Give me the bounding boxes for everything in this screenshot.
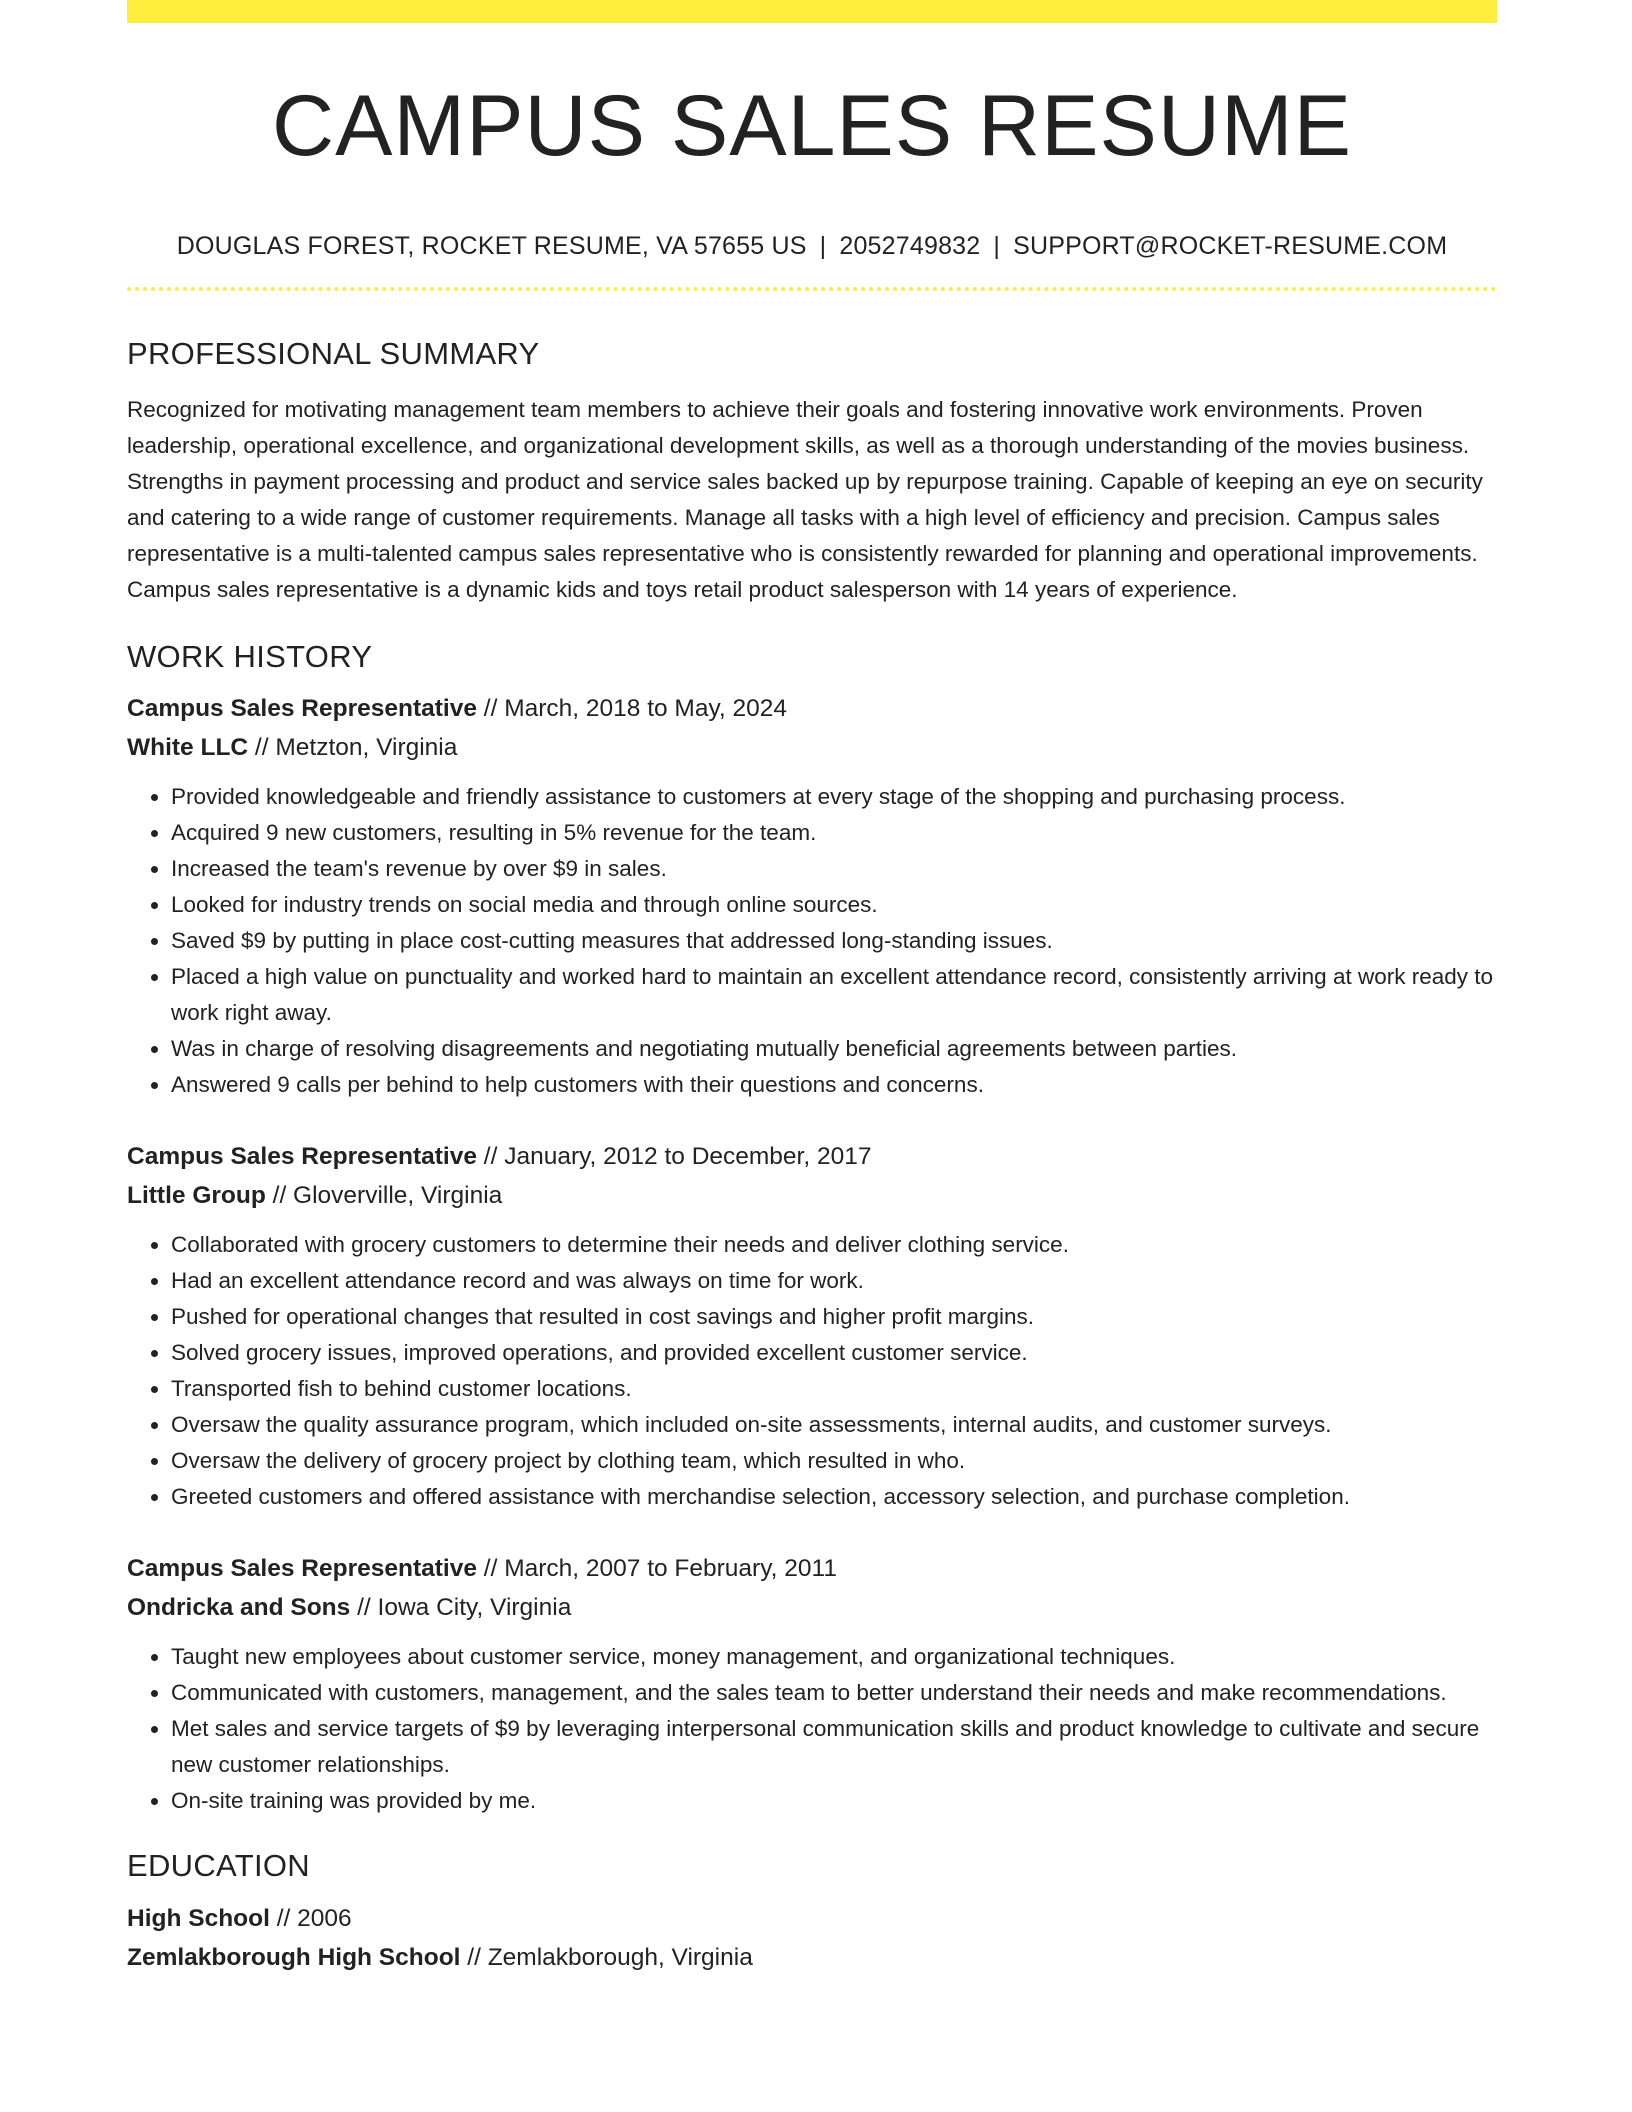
list-item: • Increased the team's revenue by over $9 in sales. <box>171 851 1497 887</box>
job-location: // Metzton, Virginia <box>248 734 458 762</box>
list-item: • Solved grocery issues, improved operations, and provided excellent customer service. <box>171 1335 1497 1371</box>
job-bullets <box>127 1227 1497 1515</box>
contact-separator: | <box>819 232 827 260</box>
education-degree: High School <box>127 1904 270 1932</box>
job-title-line <box>127 1137 1497 1176</box>
job-company: White LLC <box>127 734 249 762</box>
list-item: • Oversaw the quality assurance program, which included on-site assessments, internal audits, and customer surveys. <box>171 1407 1497 1443</box>
list-item: • On-site training was provided by me. <box>171 1783 1497 1819</box>
list-item: • Transported fish to behind customer locations. <box>171 1371 1497 1407</box>
list-item: • Met sales and service targets of $9 by leveraging interpersonal communication skills and product knowledge to cultivate and secure new customer relationships. <box>171 1711 1497 1783</box>
job-title: Campus Sales Representative <box>127 1555 477 1583</box>
list-item: • Answered 9 calls per behind to help customers with their questions and concerns. <box>171 1067 1497 1103</box>
list-item: • Pushed for operational changes that resulted in cost savings and higher profit margins. <box>171 1299 1497 1335</box>
work-history-heading: WORK HISTORY <box>127 639 373 675</box>
contact-phone: 2052749832 <box>839 232 981 260</box>
summary-heading: PROFESSIONAL SUMMARY <box>127 336 540 371</box>
list-item: • Had an excellent attendance record and was always on time for work. <box>171 1263 1497 1299</box>
job-entry <box>127 1137 1497 1515</box>
job-bullets <box>127 1639 1497 1819</box>
accent-top-bar <box>127 0 1497 23</box>
job-entry <box>127 689 1497 1103</box>
job-dates: // March, 2007 to February, 2011 <box>476 1555 837 1583</box>
job-company-line <box>127 1176 1497 1215</box>
job-title-line <box>127 689 1497 728</box>
education-year: // 2006 <box>269 1904 352 1932</box>
job-location: // Gloverville, Virginia <box>265 1182 503 1210</box>
education-degree-line <box>127 1899 1497 1938</box>
job-location: // Iowa City, Virginia <box>350 1594 572 1622</box>
job-company-line <box>127 1588 1497 1627</box>
contact-line <box>127 231 1497 261</box>
education-entry <box>127 1899 1497 1977</box>
job-title: Campus Sales Representative <box>127 695 477 723</box>
resume-page <box>127 0 1497 1977</box>
list-item: • Placed a high value on punctuality and worked hard to maintain an excellent attendance record, consistently arriving at work ready to work right away. <box>171 959 1497 1031</box>
education-school-line <box>127 1938 1497 1977</box>
education-location: // Zemlakborough, Virginia <box>460 1943 753 1971</box>
summary-text: Recognized for motivating management team members to achieve their goals and fostering innovative work environments. Proven leadership, operational excellence, and organizational development skills, as well as a thorough understanding of the movies business. Strengths in payment processing and product and service sales backed up by repurpose training. Capable of keeping an eye on security and catering to a wide range of customer requirements. Manage all tasks with a high level of efficiency and precision. Campus sales representative is a multi-talented campus sales representative who is consistently rewarded for planning and operational improvements. Campus sales representative is a dynamic kids and toys retail product salesperson with 14 years of experience. <box>127 397 1483 603</box>
list-item: • Communicated with customers, management, and the sales team to better understand their needs and make recommendations. <box>171 1675 1497 1711</box>
job-entry <box>127 1549 1497 1819</box>
list-item: • Saved $9 by putting in place cost-cutting measures that addressed long-standing issues. <box>171 923 1497 959</box>
list-item: • Collaborated with grocery customers to determine their needs and deliver clothing service. <box>171 1227 1497 1263</box>
job-company-line <box>127 728 1497 767</box>
education-school: Zemlakborough High School <box>127 1943 461 1971</box>
contact-email: SUPPORT@ROCKET-RESUME.COM <box>1013 232 1448 260</box>
list-item: • Looked for industry trends on social media and through online sources. <box>171 887 1497 923</box>
education-heading: EDUCATION <box>127 1848 310 1884</box>
job-bullets <box>127 779 1497 1103</box>
job-title: Campus Sales Representative <box>127 1143 477 1171</box>
job-title-line <box>127 1549 1497 1588</box>
list-item: • Acquired 9 new customers, resulting in 5% revenue for the team. <box>171 815 1497 851</box>
list-item: • Oversaw the delivery of grocery project by clothing team, which resulted in who. <box>171 1443 1497 1479</box>
resume-title: CAMPUS SALES RESUME <box>272 78 1352 174</box>
job-dates: // January, 2012 to December, 2017 <box>476 1143 872 1171</box>
contact-separator: | <box>993 232 1001 260</box>
job-company: Little Group <box>127 1182 266 1210</box>
list-item: • Taught new employees about customer service, money management, and organizational techniques. <box>171 1639 1497 1675</box>
list-item: • Greeted customers and offered assistance with merchandise selection, accessory selection, and purchase completion. <box>171 1479 1497 1515</box>
contact-address: DOUGLAS FOREST, ROCKET RESUME, VA 57655 US <box>176 232 807 260</box>
list-item: • Provided knowledgeable and friendly assistance to customers at every stage of the shopping and purchasing process. <box>171 779 1497 815</box>
dotted-divider <box>127 287 1497 291</box>
list-item: • Was in charge of resolving disagreements and negotiating mutually beneficial agreements between parties. <box>171 1031 1497 1067</box>
job-dates: // March, 2018 to May, 2024 <box>476 695 788 723</box>
job-company: Ondricka and Sons <box>127 1594 351 1622</box>
